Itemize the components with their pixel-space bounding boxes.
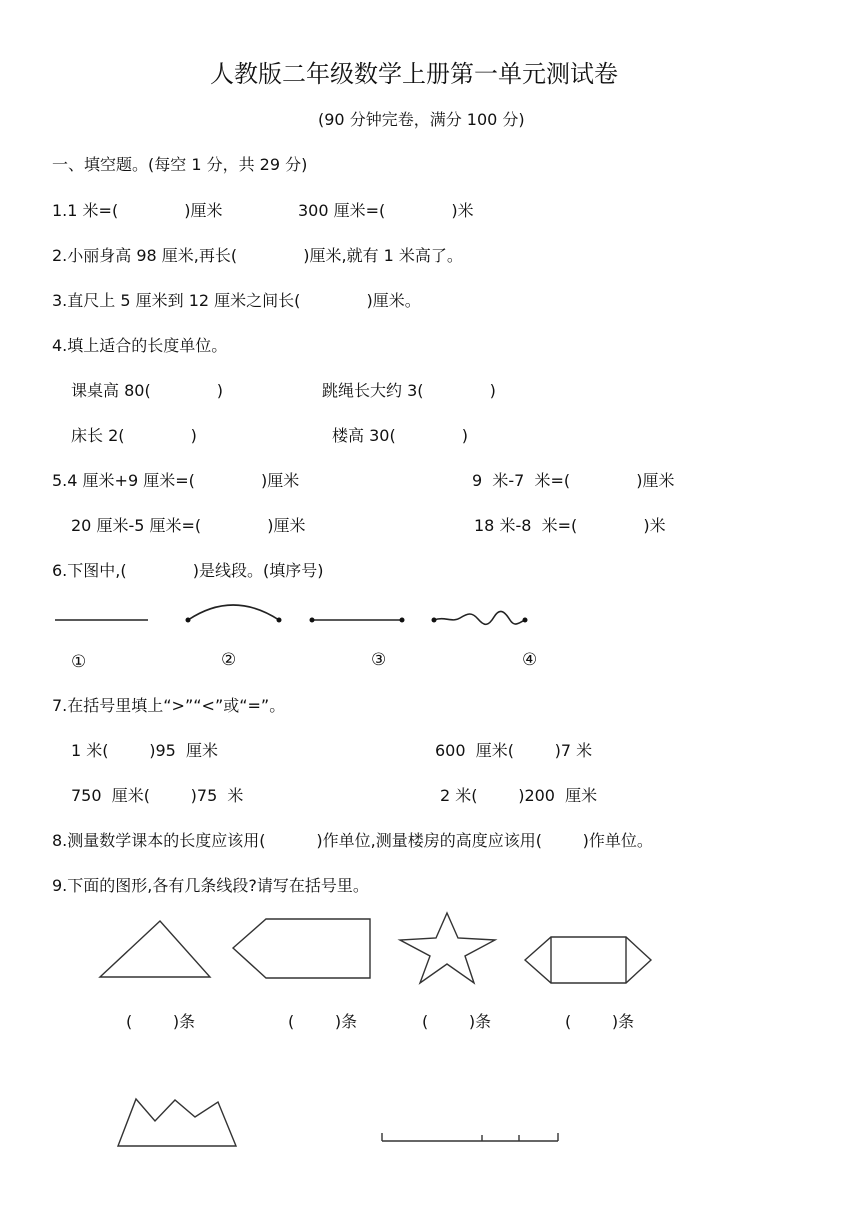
question-2: 2.小丽身高 98 厘米,再长( )厘米,就有 1 米高了。 xyxy=(52,246,463,265)
zigzag-shape xyxy=(118,1099,236,1146)
section-heading: 一、填空题。(每空 1 分，共 29 分) xyxy=(52,155,308,174)
figure-label-2: ② xyxy=(221,650,237,670)
q4-part-a: 课桌高 80( ) xyxy=(71,381,224,400)
q7-part-a: 1 米( )95 厘米 xyxy=(71,741,218,760)
q7-part-d: 2 米( )200 厘米 xyxy=(440,786,598,805)
question-9-prompt: 9.下面的图形,各有几条线段?请写在括号里。 xyxy=(52,876,369,895)
figure-label-3: ③ xyxy=(371,650,387,670)
question-4-prompt: 4.填上适合的长度单位。 xyxy=(52,336,228,355)
q9-answer-1: ( )条 xyxy=(126,1012,196,1031)
figure-label-4: ④ xyxy=(522,650,538,670)
figure-label-1: ① xyxy=(71,652,87,672)
q4-part-d: 楼高 30( ) xyxy=(332,426,469,445)
q4-part-b: 跳绳长大约 3( ) xyxy=(322,381,496,400)
q9-answer-2: ( )条 xyxy=(288,1012,358,1031)
question-6-prompt: 6.下图中,( )是线段。(填序号) xyxy=(52,561,324,580)
q7-part-c: 750 厘米( )75 米 xyxy=(71,786,244,805)
hexagon-rect-shape xyxy=(525,937,651,983)
q1-part-a: 1.1 米=( )厘米 xyxy=(52,201,223,220)
page-title: 人教版二年级数学上册第一单元测试卷 xyxy=(210,60,618,88)
triangle-shape xyxy=(100,921,210,977)
pentagon-arrow-shape xyxy=(233,919,370,978)
q9-answer-3: ( )条 xyxy=(422,1012,492,1031)
page-subtitle: (90 分钟完卷，满分 100 分) xyxy=(318,110,525,129)
q7-part-b: 600 厘米( )7 米 xyxy=(435,741,593,760)
q9-answer-4: ( )条 xyxy=(565,1012,635,1031)
q4-part-c: 床长 2( ) xyxy=(71,426,197,445)
star-shape xyxy=(400,913,495,983)
q1-part-b: 300 厘米=( )米 xyxy=(298,201,474,220)
question-3: 3.直尺上 5 厘米到 12 厘米之间长( )厘米。 xyxy=(52,291,421,310)
q5-part-b: 9 米-7 米=( )厘米 xyxy=(472,471,675,490)
question-7-prompt: 7.在括号里填上“>”“<”或“=”。 xyxy=(52,696,286,715)
q5-part-c: 20 厘米-5 厘米=( )厘米 xyxy=(71,516,306,535)
q5-part-a: 5.4 厘米+9 厘米=( )厘米 xyxy=(52,471,300,490)
question-8: 8.测量数学课本的长度应该用( )作单位,测量楼房的高度应该用( )作单位。 xyxy=(52,831,653,850)
ruler-segment-shape xyxy=(382,1133,558,1141)
q5-part-d: 18 米-8 米=( )米 xyxy=(474,516,666,535)
